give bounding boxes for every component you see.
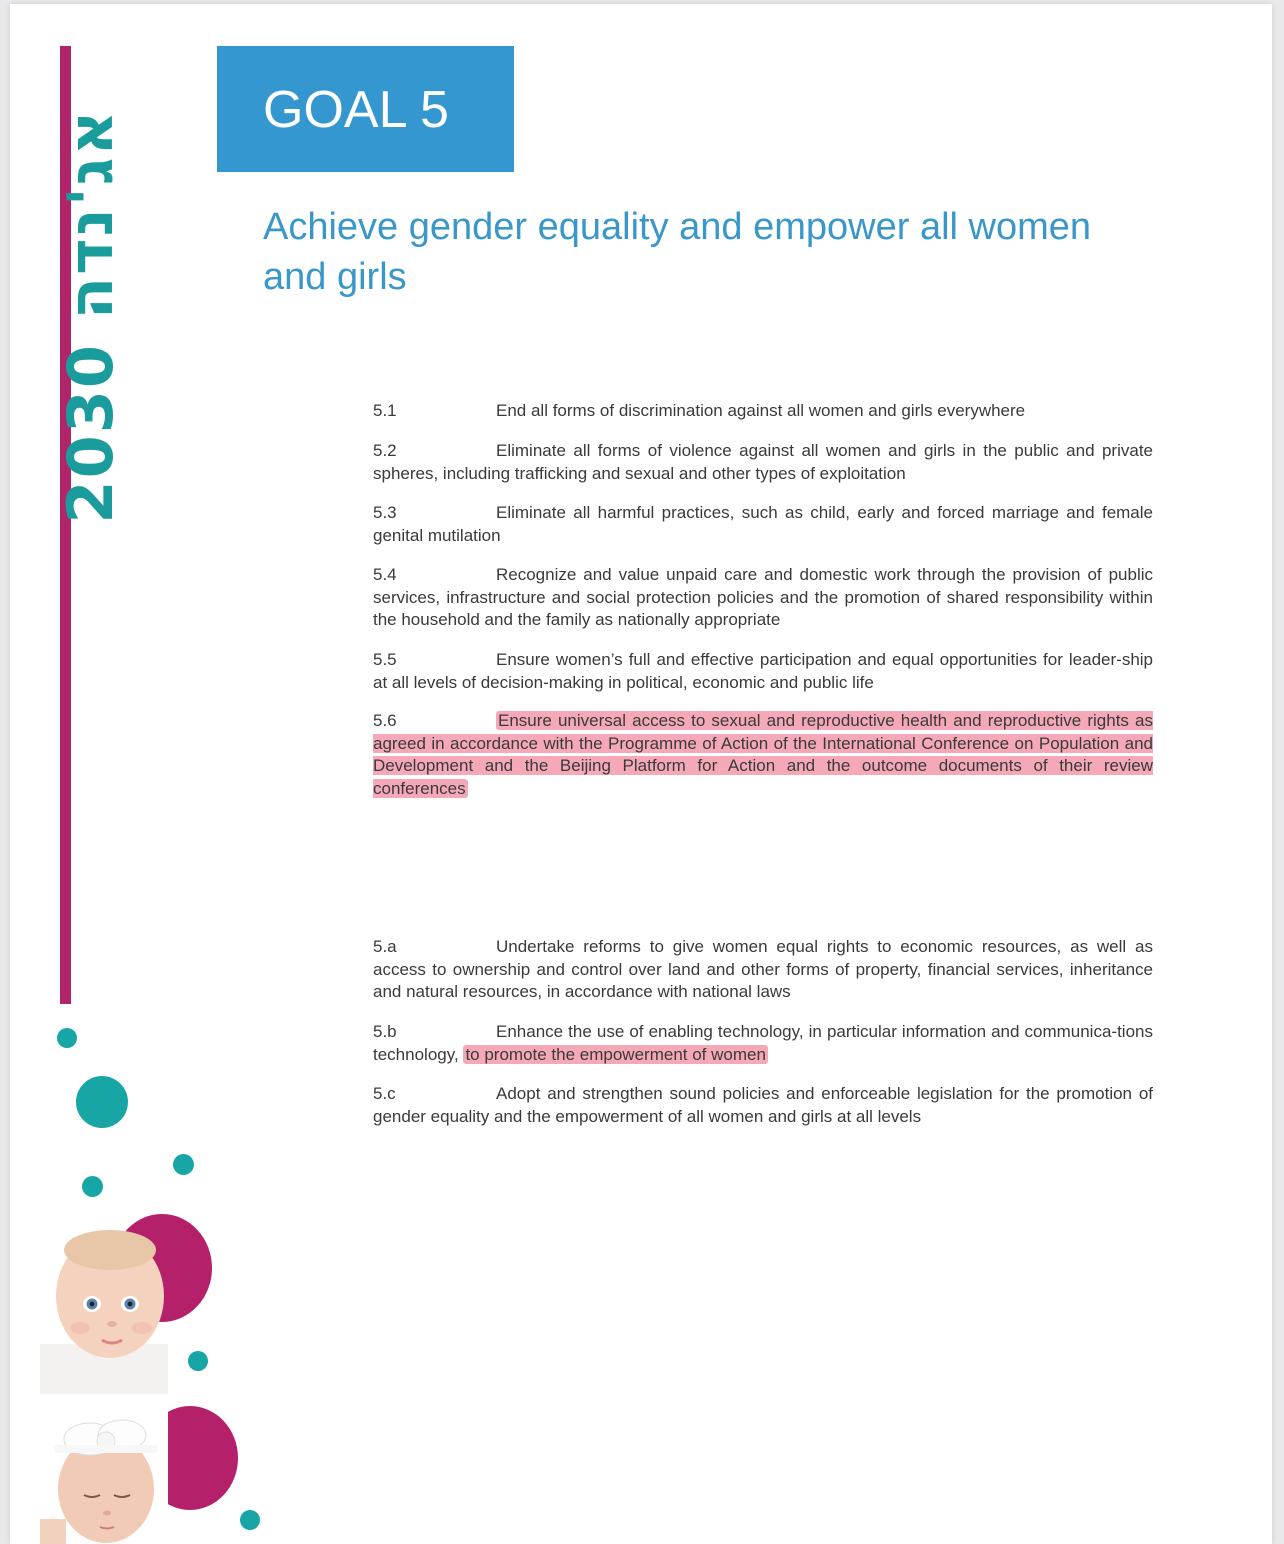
target-number: 5.a [373, 937, 397, 956]
target-text: Recognize and value unpaid care and domestic work through the provision of public services, infrastructure and social protection policies and the promotion of shared responsibility within the household and the family as nationally appropriate [373, 565, 1153, 630]
highlighted-text: to promote the empowerment of women [465, 1044, 766, 1064]
decor-dot [76, 1076, 128, 1128]
highlighted-text: Ensure universal access to sexual and reproductive health and reproductive rights as agreed in accordance with the Programme of Action of the International Conference on Population and Development and the Beijing Platform for Action and the outcome documents of their review conferences [373, 711, 1153, 798]
target-text: Undertake reforms to give women equal rights to economic resources, as well as access to ownership and control over land and other forms of property, financial services, inheritance and natural resources, in accordance with national laws [373, 937, 1153, 1002]
baby-photo [40, 1224, 168, 1394]
target-number: 5.6 [373, 711, 397, 730]
target-number: 5.4 [373, 565, 397, 584]
target-text: Eliminate all forms of violence against all women and girls in the public and private spheres, including trafficking and sexual and other types of exploitation [373, 441, 1153, 483]
target-number: 5.5 [373, 650, 397, 669]
target-number: 5.2 [373, 441, 397, 460]
target-item [373, 440, 1153, 485]
brand-title: אג'נדה 2030 [54, 108, 127, 524]
decor-dot [57, 1028, 77, 1048]
target-text: Enhance the use of enabling technology, in particular information and communica-tions technology, [373, 1022, 1153, 1064]
document-page [10, 4, 1272, 1544]
goal-banner [217, 46, 514, 172]
target-item [373, 649, 1153, 694]
target-item-highlighted [373, 710, 1153, 800]
target-text: Adopt and strengthen sound policies and enforceable legislation for the promotion of gender equality and the empowerment of all women and girls at all levels [373, 1084, 1153, 1126]
target-text: Ensure women’s full and effective participation and equal opportunities for leader-ship at all levels of decision-making in political, economic and public life [373, 650, 1153, 692]
decor-dot [173, 1154, 194, 1175]
goal-label: GOAL 5 [263, 81, 449, 139]
target-text: End all forms of discrimination against all women and girls everywhere [496, 401, 1026, 420]
target-item [373, 502, 1153, 547]
decor-dot [82, 1176, 103, 1197]
target-number: 5.b [373, 1022, 397, 1041]
target-number: 5.3 [373, 503, 397, 522]
target-item [373, 564, 1153, 632]
decor-dot [240, 1510, 260, 1530]
target-item [373, 936, 1153, 1004]
goal-title: Achieve gender equality and empower all women and girls [263, 206, 1092, 298]
newborn-photo [40, 1409, 168, 1544]
target-item [373, 400, 1153, 423]
target-number: 5.c [373, 1084, 396, 1103]
target-item [373, 1083, 1153, 1128]
target-text: Eliminate all harmful practices, such as child, early and forced marriage and female genital mutilation [373, 503, 1153, 545]
decor-dot [188, 1351, 208, 1371]
target-item [373, 1021, 1153, 1066]
target-number: 5.1 [373, 401, 397, 420]
